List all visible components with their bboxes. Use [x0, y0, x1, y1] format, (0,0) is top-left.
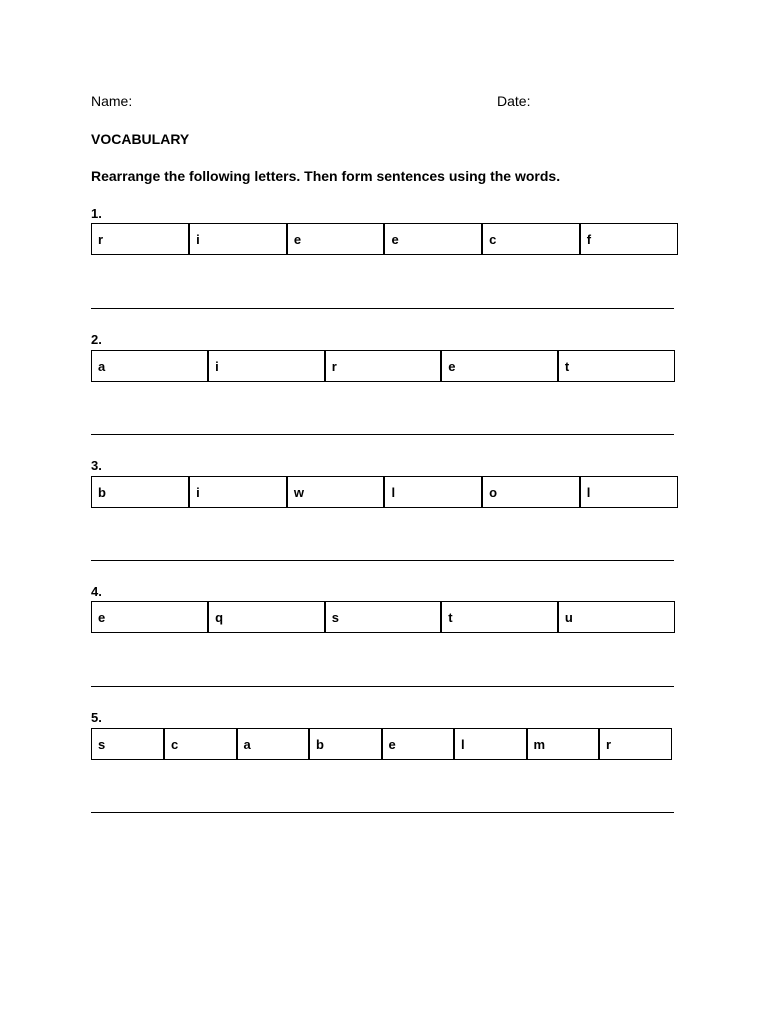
letter-cell: a: [237, 729, 310, 760]
letter-cell: m: [527, 729, 600, 760]
letter-cell: i: [208, 351, 325, 382]
letter-cell: e: [384, 224, 482, 255]
letter-cell: o: [482, 477, 580, 508]
letter-grid: [91, 223, 678, 255]
letter-row: [92, 477, 678, 508]
letter-cell: i: [189, 224, 287, 255]
letter-cell: b: [309, 729, 382, 760]
letter-cell: e: [287, 224, 385, 255]
letter-cell: t: [441, 602, 558, 633]
letter-cell: u: [558, 602, 675, 633]
letter-cell: i: [189, 477, 287, 508]
letter-cell: t: [558, 351, 675, 382]
letter-cell: e: [382, 729, 455, 760]
item-number: 2.: [91, 332, 102, 347]
letter-row: [92, 351, 675, 382]
letter-cell: l: [384, 477, 482, 508]
date-label: Date:: [497, 93, 531, 109]
letter-row: [92, 602, 675, 633]
letter-grid: [91, 476, 678, 508]
answer-line[interactable]: [91, 560, 674, 561]
letter-cell: r: [92, 224, 190, 255]
letter-cell: q: [208, 602, 325, 633]
letter-cell: b: [92, 477, 190, 508]
letter-grid: [91, 601, 675, 633]
letter-grid: [91, 728, 672, 760]
letter-cell: f: [580, 224, 678, 255]
item-number: 5.: [91, 710, 102, 725]
instructions: Rearrange the following letters. Then form sentences using the words.: [91, 168, 561, 184]
answer-line[interactable]: [91, 812, 674, 813]
letter-cell: r: [325, 351, 442, 382]
item-number: 3.: [91, 458, 102, 473]
letter-cell: s: [92, 729, 165, 760]
letter-cell: l: [580, 477, 678, 508]
worksheet-title: VOCABULARY: [91, 131, 190, 147]
letter-cell: a: [92, 351, 209, 382]
item-number: 1.: [91, 206, 102, 221]
answer-line[interactable]: [91, 686, 674, 687]
letter-cell: s: [325, 602, 442, 633]
letter-row: [92, 224, 678, 255]
name-label: Name:: [91, 93, 133, 109]
letter-row: [92, 729, 672, 760]
letter-grid: [91, 350, 675, 382]
answer-line[interactable]: [91, 434, 674, 435]
letter-cell: r: [599, 729, 672, 760]
letter-cell: e: [92, 602, 209, 633]
letter-cell: c: [482, 224, 580, 255]
item-number: 4.: [91, 584, 102, 599]
letter-cell: w: [287, 477, 385, 508]
letter-cell: e: [441, 351, 558, 382]
letter-cell: c: [164, 729, 237, 760]
letter-cell: l: [454, 729, 527, 760]
answer-line[interactable]: [91, 308, 674, 309]
